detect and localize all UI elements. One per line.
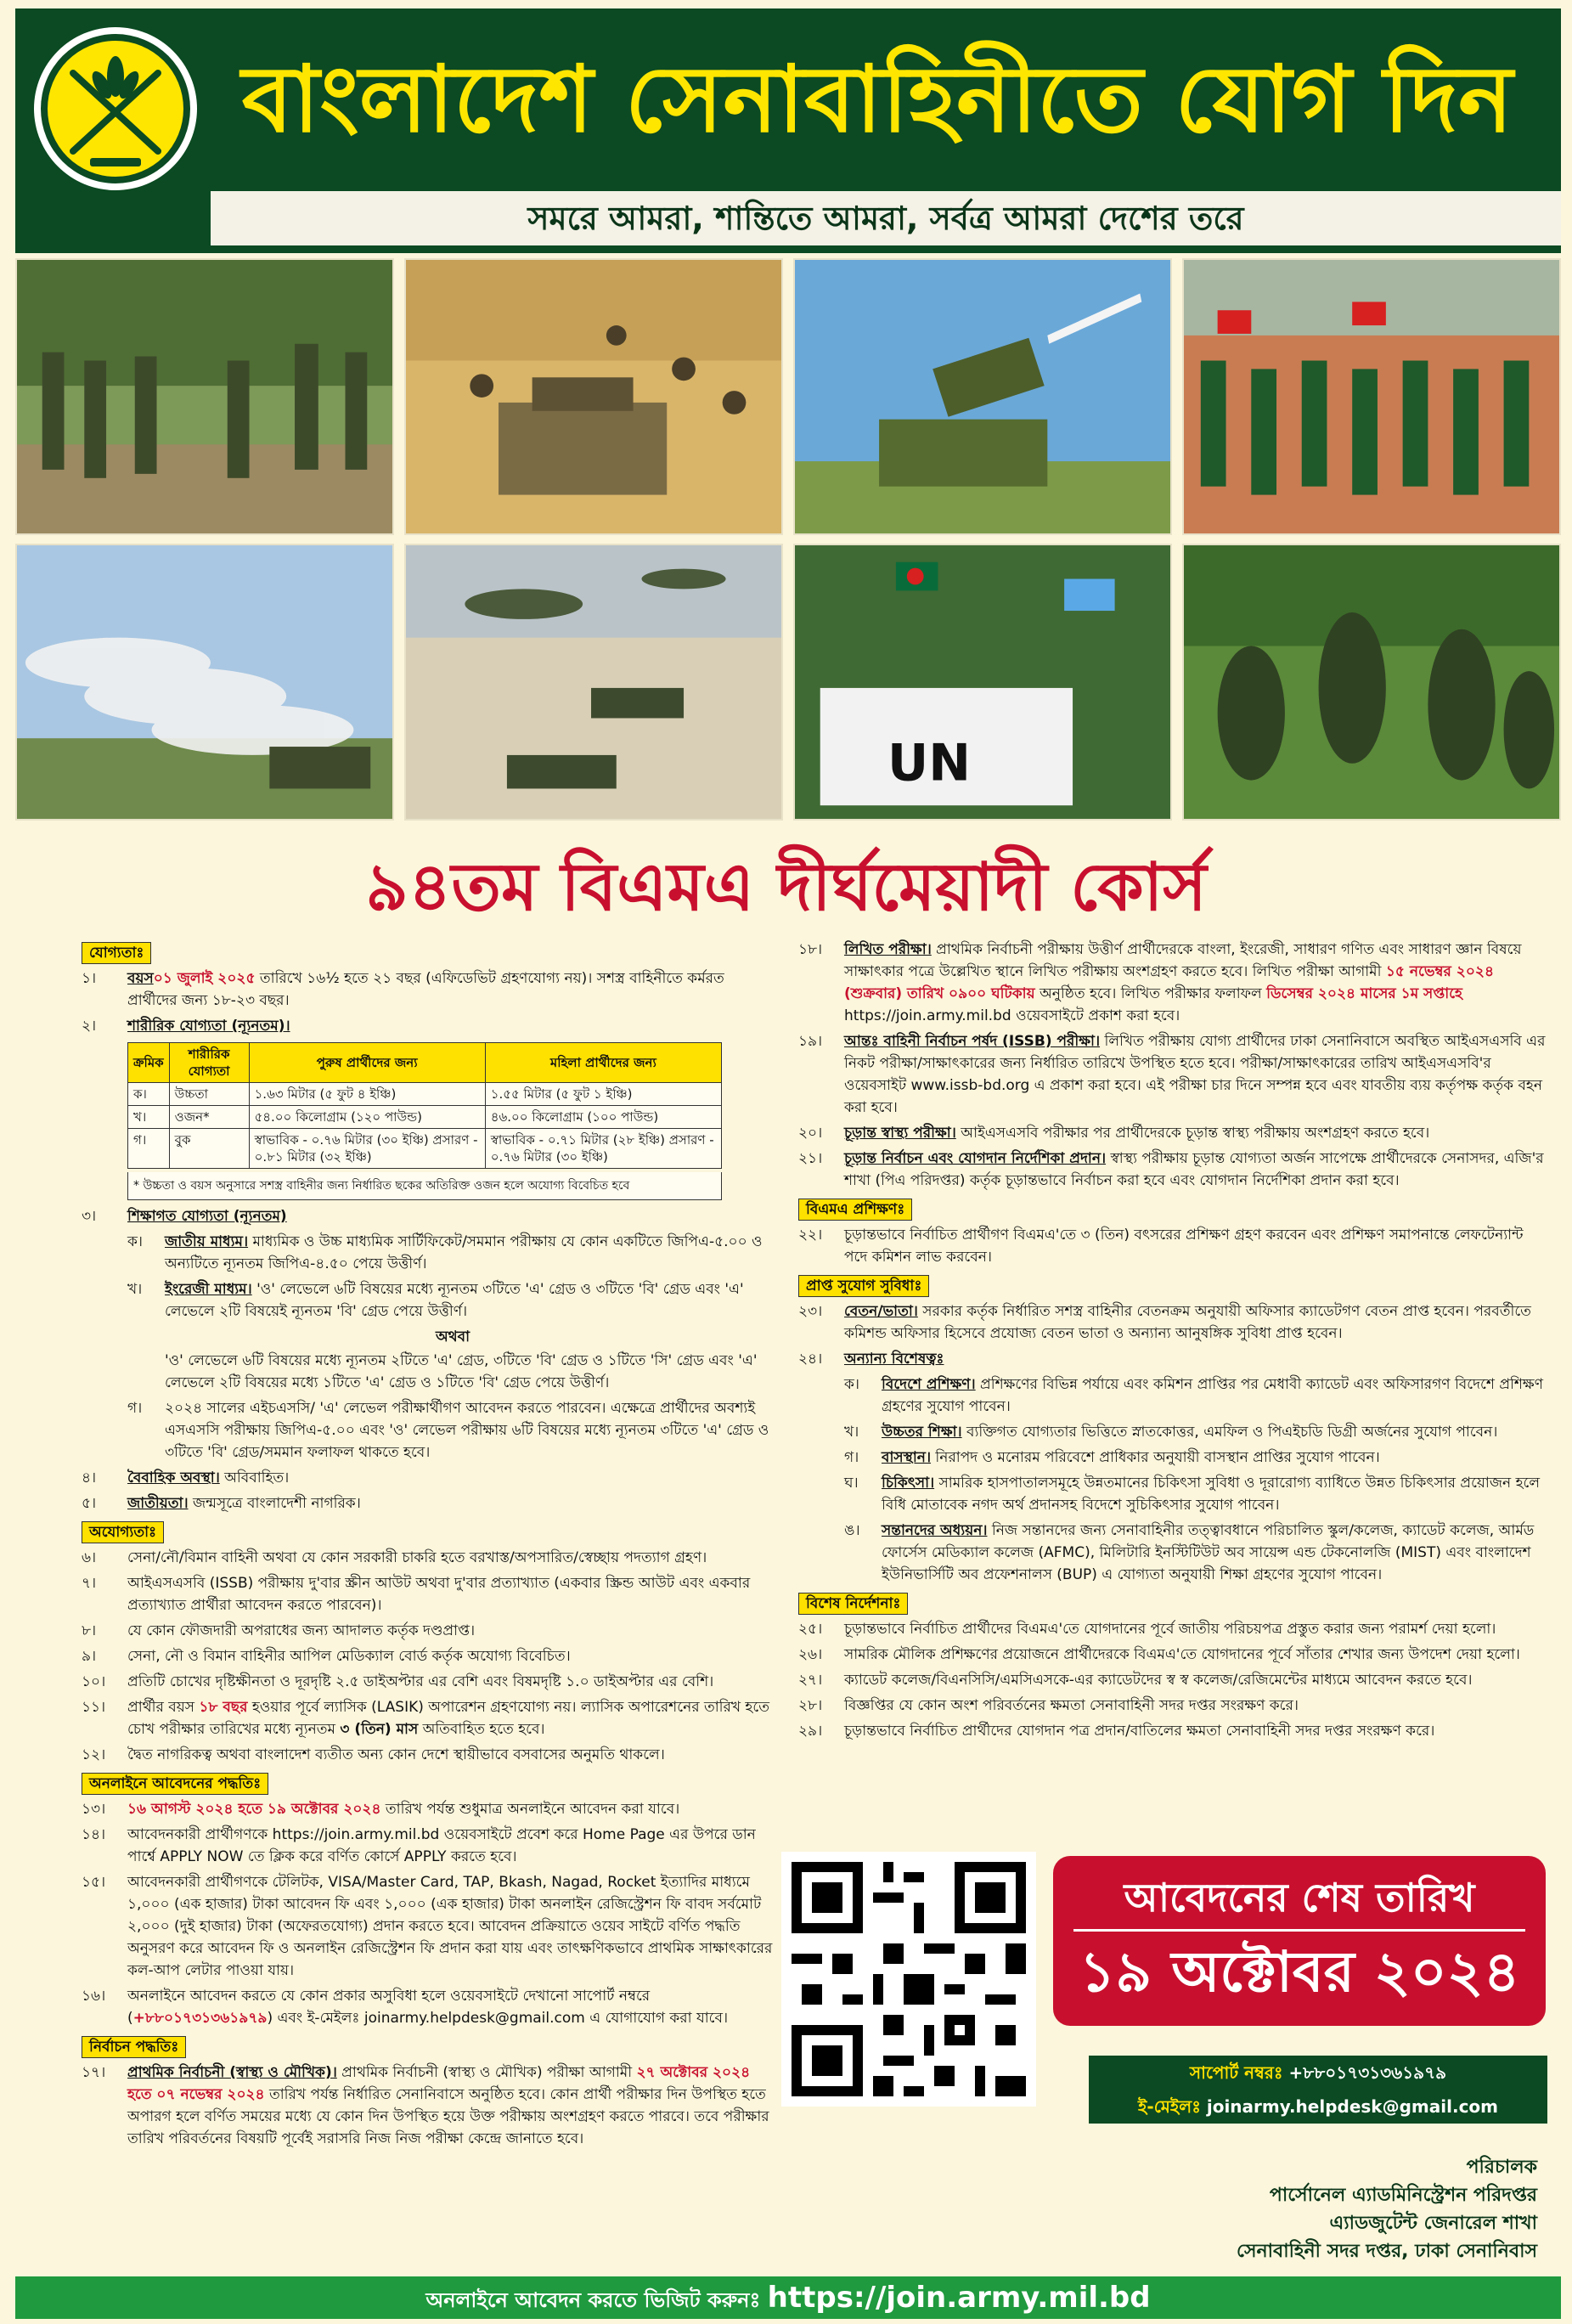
item-24d: ঘ। চিকিৎসা। সামরিক হাসপাতালসমূহে উন্নতমানের চিকিৎসা সুবিধা ও দূরারোগ্য ব্যাধিতে উন্নত চিকিৎসার প্রয়োজন হলে বিধি মোতাবেক নগদ অর্থ প্রদানসহ বিদেশে সুচিকিৎসার সুযোগ পাবেন। xyxy=(844,1475,1541,1514)
item-26: ২৬। সামরিক মৌলিক প্রশিক্ষণের প্রয়োজনে প্রার্থীদেরকে বিএমএ'তে যোগদানের পূর্বে সাঁতার শেখার জন্য উপদেশ দেয়া হলো। xyxy=(798,1646,1520,1663)
deadline-date: ১৯ অক্টোবর ২০২৪ xyxy=(1073,1929,1525,2013)
signature-block: পরিচালক পার্সোনেল এ্যাডমিনিস্ট্রেশন পরিদপ্তর এ্যাডজুটেন্ট জেনারেল শাখা সেনাবাহিনী সদর দপ্তর, ঢাকা সেনানিবাস xyxy=(1237,2157,1537,2262)
table-note: * উচ্চতা ও বয়স অনুসারে সশস্ত্র বাহিনীর জন্য নির্ধারিত ছকের অতিরিক্ত ওজন হলে অযোগ্য বিবেচিত হবে xyxy=(127,1172,722,1200)
section-special-instructions: বিশেষ নির্দেশনাঃ xyxy=(798,1593,908,1615)
item-23: ২৩। বেতন/ভাতা। সরকার কর্তৃক নির্ধারিত সশস্ত্র বাহিনীর বেতনক্রম অনুযায়ী অফিসার ক্যাডেটগণ বেতন প্রাপ্ত হবেন। পরবর্তীতে কমিশন্ড অফিসার হিসেবে প্রযোজ্য বেতন ভাতা ও অন্যান্য আনুষঙ্গিক সুবিধা প্রাপ্ত হবেন। xyxy=(798,1303,1531,1342)
deadline-banner xyxy=(1053,1856,1546,2026)
item-marital: ৪। বৈবাহিক অবস্থা। অবিবাহিত। xyxy=(82,1469,290,1486)
item-7: ৭। আইএসএসবি (ISSB) পরীক্ষায় দু'বার স্ক্রীন আউট অথবা দু'বার প্রত্যাখ্যাত (একবার স্ক্রিন্ড আউট এবং একবার প্রত্যাখ্যাত প্রার্থীরা আবেদন করতে পারবেন)। xyxy=(82,1575,751,1614)
item-education-hsc: গ। ২০২৪ সালের এইচএসসি/ 'এ' লেভেল পরীক্ষার্থীগণ আবেদন করতে পারবেন। এক্ষেত্রে প্রার্থীদের অবশ্যই এসএসসি পরীক্ষায় জিপিএ-৫.০০ এবং 'ও' লেভেল পরীক্ষায় ৬টি বিষয়ের মধ্যে ন্যূনতম ৩টিতে 'এ' গ্রেড ও ৩টিতে 'বি' গ্রেড/সমমান ফলাফল থাকতে হবে। xyxy=(127,1400,769,1461)
support-phone-row: সাপোর্ট নম্বরঃ +৮৮০১৭৩১৩৬১৯৭৯ xyxy=(1189,2062,1447,2083)
item-11: ১১। প্রার্থীর বয়স ১৮ বছর হওয়ার পূর্বে ল্যাসিক (LASIK) অপারেশন গ্রহণযোগ্য নয়। ল্যাসিক অপারেশনের তারিখ হতে চোখ পরীক্ষার তারিখের মধ্যে ন্যূনতম ৩ (তিন) মাস অতিবাহিত হতে হবে। xyxy=(82,1699,769,1738)
item-12: ১২। দ্বৈত নাগরিকত্ব অথবা বাংলাদেশ ব্যতীত অন্য কোন দেশে স্থায়ীভাবে বসবাসের অনুমতি থাকলে। xyxy=(82,1746,665,1763)
photo-grid xyxy=(15,258,1561,821)
item-17: ১৭। প্রাথমিক নির্বাচনী (স্বাস্থ্য ও মৌখিক)। প্রাথমিক নির্বাচনী (স্বাস্থ্য ও মৌখিক) পরীক্ষা আগামী ২৭ অক্টোবর ২০২৪ হতে ০৭ নভেম্বর ২০২৪ তারিখ পর্যন্ত নির্ধারিত সেনানিবাসে অনুষ্ঠিত হবে। কোন প্রার্থী পরীক্ষার দিন উপস্থিত হতে অপারগ হলে বর্ণিত সময়ের মধ্যে যে কোন দিন উপস্থিত হয়ে উক্ত পরীক্ষায় অংশগ্রহণ করতে পারবে। তবে পরীক্ষার তারিখ পরিবর্তনের বিষয়টি পূর্বেই সরাসরি নিজ নিজ পরীক্ষা কেন্দ্রে জানাতে হবে। xyxy=(82,2064,769,2147)
photo-parade xyxy=(1182,258,1561,535)
item-25: ২৫। চূড়ান্তভাবে নির্বাচিত প্রার্থীদের বিএমএ'তে যোগদানের পূর্বে জাতীয় পরিচয়পত্র প্রস্তুত করার জন্য পরামর্শ দেয়া হলো। xyxy=(798,1621,1496,1638)
item-27: ২৭। ক্যাডেট কলেজ/বিএনসিসি/এমসিএসকে-এর ক্যাডেটদের স্ব স্ব কলেজ/রেজিমেন্টের মাধ্যমে আবেদন করতে হবে। xyxy=(798,1672,1473,1689)
support-email-row: ই-মেইলঃ joinarmy.helpdesk@gmail.com xyxy=(1137,2096,1499,2117)
table-row: খ। ওজন* ৫৪.০০ কিলোগ্রাম (১২০ পাউন্ড) ৪৬.০০ কিলোগ্রাম (১০০ পাউন্ড) xyxy=(128,1106,722,1129)
item-age: ১। বয়স০১ জুলাই ২০২৫ তারিখে ১৬½ হতে ২১ বছর (এফিডেভিট গ্রহণযোগ্য নয়)। সশস্ত্র বাহিনীতে কর্মরত প্রার্থীদের জন্য ১৮-২৩ বছর। xyxy=(82,970,724,1009)
footer-bar xyxy=(15,2276,1561,2319)
deadline-label: আবেদনের শেষ তারিখ xyxy=(1124,1875,1475,1921)
motto-bar xyxy=(211,191,1561,245)
item-24b: খ। উচ্চতর শিক্ষা। ব্যক্তিগত যোগ্যতার ভিত্তিতে স্নাতকোত্তর, এমফিল ও পিএইচডি ডিগ্রী অর্জনের সুযোগ পাবেন। xyxy=(844,1424,1498,1441)
table-row: গ। বুক স্বাভাবিক - ০.৭৬ মিটার (৩০ ইঞ্চি) প্রসারণ - ০.৮১ মিটার (৩২ ইঞ্চি) স্বাভাবিক - ০.৭১ মিটার (২৮ ইঞ্চি) প্রসারণ - ০.৭৬ মিটার (৩০ ইঞ্চি) xyxy=(128,1129,722,1169)
item-29: ২৯। চূড়ান্তভাবে নির্বাচিত প্রার্থীদের যোগদান পত্র প্রদান/বাতিলের ক্ষমতা সেনাবাহিনী সদর দপ্তর সংরক্ষণ করে। xyxy=(798,1723,1435,1740)
item-nationality: ৫। জাতীয়তা। জন্মসূত্রে বাংলাদেশী নাগরিক। xyxy=(82,1495,361,1512)
section-eligibility: যোগ্যতাঃ xyxy=(82,942,151,964)
item-13: ১৩। ১৬ আগস্ট ২০২৪ হতে ১৯ অক্টোবর ২০২৪ তারিখ পর্যন্ত শুধুমাত্র অনলাইনে আবেদন করা যাবে। xyxy=(82,1801,680,1818)
table-header: ক্রমিক xyxy=(128,1043,170,1083)
table-row: ক। উচ্চতা ১.৬৩ মিটার (৫ ফুট ৪ ইঞ্চি) ১.৫৫ মিটার (৫ ফুট ১ ইঞ্চি) xyxy=(128,1083,722,1106)
or-label: অথবা xyxy=(435,1328,470,1345)
section-selection: নির্বাচন পদ্ধতিঃ xyxy=(82,2036,186,2058)
item-15: ১৫। আবেদনকারী প্রার্থীগণকে টেলিটক, VISA/Master Card, TAP, Bkash, Nagad, Rocket ইত্যাদির মাধ্যমে ১,০০০ (এক হাজার) টাকা আবেদন ফি এবং ১,০০০ (এক হাজার) টাকা অনলাইন রেজিস্ট্রেশন ফি বাবদ সর্বমোট ২,০০০ (দুই হাজার) টাকা (অফেরতযোগ্য) প্রদান করতে হবে। আবেদন প্রক্রিয়াতে ওয়েব সাইটে বর্ণিত পদ্ধতি অনুসরণ করে আবেদন ফি ও অনলাইন রেজিস্ট্রেশন ফি প্রদান করা যায় এবং তাৎক্ষণিকভাবে প্রাথমিক সাক্ষাৎকারের কল-আপ লেটার পাওয়া যায়। xyxy=(82,1874,773,1979)
item-14: ১৪। আবেদনকারী প্রার্থীগণকে https://join.army.mil.bd ওয়েবসাইটে প্রবেশ করে Home Page এর উপরে ডান পার্শ্বে APPLY NOW তে ক্লিক করে বর্ণিত কোর্সে APPLY করতে হবে। xyxy=(82,1826,756,1865)
item-20: ২০। চূড়ান্ত স্বাস্থ্য পরীক্ষা। আইএসএসবি পরীক্ষার পর প্রার্থীদেরকে চূড়ান্ত স্বাস্থ্য পরীক্ষায় অংশগ্রহণ করতে হবে। xyxy=(798,1125,1430,1142)
item-16: ১৬। অনলাইনে আবেদন করতে যে কোন প্রকার অসুবিধা হলে ওয়েবসাইটে দেখানো সাপোর্ট নম্বরে (+৮৮০১৭৩১৩৬১৯৭৯) এবং ই-মেইলঃ joinarmy.helpdesk@gmail.com এ যোগাযোগ করা যাবে। xyxy=(82,1988,729,2027)
item-education-english-alt: 'ও' লেভেলে ৬টি বিষয়ের মধ্যে ন্যূনতম ২টিতে 'এ' গ্রেড, ৩টিতে 'বি' গ্রেড ও ১টিতে 'সি' গ্রেড এবং 'এ' লেভেলে ২টি বিষয়ের মধ্যে ১টিতে 'এ' গ্রেড ও ১টিতে 'বি' গ্রেড পেয়ে উত্তীর্ণ। xyxy=(165,1352,758,1391)
support-phone[interactable]: +৮৮০১৭৩১৩৬১৯৭৯ xyxy=(1288,2062,1447,2083)
item-24c: গ। বাসস্থান। নিরাপদ ও মনোরম পরিবেশে প্রাধিকার অনুযায়ী বাসস্থান প্রাপ্তির সুযোগ পাবেন। xyxy=(844,1449,1380,1466)
support-email[interactable]: joinarmy.helpdesk@gmail.com xyxy=(1206,2096,1499,2117)
photo-helicopter-tanks xyxy=(404,544,783,821)
page-title: বাংলাদেশ সেনাবাহিনীতে যোগ দিন xyxy=(241,46,1513,153)
photo-jungle-patrol xyxy=(1182,544,1561,821)
footer-url-link[interactable]: https://join.army.mil.bd xyxy=(767,2281,1151,2315)
item-education-english: খ। ইংরেজী মাধ্যম। 'ও' লেভেলে ৬টি বিষয়ের মধ্যে ন্যূনতম ৩টিতে 'এ' গ্রেড ও ৩টিতে 'বি' গ্রেড এবং 'এ' লেভেলে ২টি বিষয়েই ন্যূনতম 'বি' গ্রেড পেয়ে উত্তীর্ণ। xyxy=(127,1281,744,1320)
item-education: ৩। শিক্ষাগত যোগ্যতা (ন্যূনতম) xyxy=(82,1208,287,1225)
photo-rocket-barrage xyxy=(15,544,394,821)
item-9: ৯। সেনা, নৌ ও বিমান বাহিনীর আপিল মেডিক্যাল বোর্ড কর্তৃক অযোগ্য বিবেচিত। xyxy=(82,1648,571,1665)
section-ineligibility: অযোগ্যতাঃ xyxy=(82,1521,164,1543)
item-24: ২৪। অন্যান্য বিশেষত্বঃ xyxy=(798,1351,944,1368)
table-header: শারীরিক যোগ্যতা xyxy=(169,1043,249,1083)
item-physical: ২। শারীরিক যোগ্যতা (ন্যূনতম)। xyxy=(82,1018,290,1035)
item-21: ২১। চূড়ান্ত নির্বাচন এবং যোগদান নির্দেশিকা প্রদান। স্বাস্থ্য পরীক্ষায় চূড়ান্ত যোগ্যতা অর্জন সাপেক্ষে প্রার্থীদেরকে সেনাসদর, এজি'র শাখা (পিএ পরিদপ্তর) কর্তৃক চূড়ান্তভাবে নির্বাচন করা হবে এবং যোগদান নির্দেশিকা প্রদান করা হবে। xyxy=(798,1150,1544,1189)
table-header: মহিলা প্রার্থীদের জন্য xyxy=(485,1043,721,1083)
photo-soldiers-in-field xyxy=(15,258,394,535)
item-24a: ক। বিদেশে প্রশিক্ষণ। প্রশিক্ষণের বিভিন্ন পর্যায়ে এবং কমিশন প্রাপ্তির পর মেধাবী ক্যাডেট এবং অফিসারগণ বিদেশে প্রশিক্ষণ গ্রহণের সুযোগ পাবেন। xyxy=(844,1376,1543,1415)
item-education-national: ক। জাতীয় মাধ্যম। মাধ্যমিক ও উচ্চ মাধ্যমিক সার্টিফিকেট/সমমান পরীক্ষায় যে কোন একটিতে জিপিএ-৫.০০ ও অন্যটিতে ন্যূনতম জিপিএ-৪.৫০ পেয়ে উত্তীর্ণ। xyxy=(127,1233,763,1272)
item-6: ৬। সেনা/নৌ/বিমান বাহিনী অথবা যে কোন সরকারী চাকরি হতে বরখাস্ত/অপসারিত/স্বেচ্ছায় পদত্যাগ গ্রহণ। xyxy=(82,1549,707,1566)
section-benefits: প্রাপ্ত সুযোগ সুবিধাঃ xyxy=(798,1275,929,1297)
support-box xyxy=(1089,2056,1547,2124)
item-8: ৮। যে কোন ফৌজদারী অপরাধের জন্য আদালত কর্তৃক দণ্ডপ্রাপ্ত। xyxy=(82,1622,476,1639)
item-10: ১০। প্রতিটি চোখের দৃষ্টিক্ষীনতা ও দূরদৃষ্টি ২.৫ ডাইঅপ্টার এর বেশি এবং বিষমদৃষ্টি ১.০ ডাইঅপ্টার এর বেশি। xyxy=(82,1673,714,1690)
footer-text: অনলাইনে আবেদন করতে ভিজিট করুনঃ xyxy=(425,2288,768,2312)
svg-text:UN: UN xyxy=(887,733,972,793)
header-banner xyxy=(15,8,1561,253)
motto: সমরে আমরা, শান্তিতে আমরা, সর্বত্র আমরা দেশের তরে xyxy=(527,200,1244,237)
course-title: ৯৪তম বিএমএ দীর্ঘমেয়াদী কোর্স xyxy=(365,849,1207,926)
table-header: পুরুষ প্রার্থীদের জন্য xyxy=(249,1043,485,1083)
item-19: ১৯। আন্তঃ বাহিনী নির্বাচন পর্ষদ (ISSB) পরীক্ষা। লিখিত পরীক্ষায় যোগ্য প্রার্থীদের ঢাকা সেনানিবাসে অবস্থিত আইএসএসবি এর নিকট পরীক্ষা/সাক্ষাৎকারের জন্য নির্ধারিত তারিখে উপস্থিত হতে হবে। পরীক্ষা/সাক্ষাৎকারের তারিখ আইএসএসবি'র ওয়েবসাইট www.issb-bd.org এ প্রকাশ করা হবে। এই পরীক্ষা চার দিনে সম্পন্ন হবে এবং যাবতীয় ব্যয় কর্তৃপক্ষ কর্তৃক বহন করা হবে। xyxy=(798,1033,1546,1116)
item-28: ২৮। বিজ্ঞপ্তির যে কোন অংশ পরিবর্তনের ক্ষমতা সেনাবাহিনী সদর দপ্তর সংরক্ষণ করে। xyxy=(798,1697,1299,1714)
photo-missile-launcher xyxy=(793,258,1172,535)
item-24e: ঙ। সন্তানদের অধ্যয়ন। নিজ সন্তানদের জন্য সেনাবাহিনীর তত্ত্বাবধানে পরিচালিত স্কুল/কলেজ, ক্যাডেট কলেজ, আর্মড ফোর্সেস মেডিক্যাল কলেজ (AFMC), মিলিটারি ইনস্টিটিউট অব সায়েন্স এন্ড টেকনোলজি (MIST) এবং বাংলাদেশ ইউনিভার্সিটি অব প্রফেশনালস (BUP) এ যোগ্যতা অনুযায়ী শিক্ষা গ্রহণের সুযোগ পাবেন। xyxy=(844,1522,1535,1583)
army-emblem-icon xyxy=(31,24,200,194)
age-ref-date: ০১ জুলাই ২০২৫ xyxy=(153,970,256,987)
physical-requirements-table xyxy=(127,1042,722,1169)
item-18: ১৮। লিখিত পরীক্ষা। প্রাথমিক নির্বাচনী পরীক্ষায় উত্তীর্ণ প্রার্থীদেরকে বাংলা, ইংরেজী, সাধারণ গণিত এবং সাধারণ জ্ঞান বিষয়ে সাক্ষাৎকার পত্রে উল্লেখিত স্থানে লিখিত পরীক্ষায় অংশগ্রহণ করতে হবে। লিখিত পরীক্ষা আগামী ১৫ নভেম্বর ২০২৪ (শুক্রবার) তারিখ ০৯০০ ঘটিকায় অনুষ্ঠিত হবে। লিখিত পরীক্ষার ফলাফল ডিসেম্বর ২০২৪ মাসের ১ম সপ্তাহে https://join.army.mil.bd ওয়েবসাইটে প্রকাশ করা হবে। xyxy=(798,941,1522,1024)
left-column xyxy=(82,939,778,2238)
section-bma-training: বিএমএ প্রশিক্ষণঃ xyxy=(798,1199,912,1221)
qr-code-icon[interactable] xyxy=(781,1852,1036,2107)
item-22: ২২। চূড়ান্তভাবে নির্বাচিত প্রার্থীগণ বিএমএ'তে ৩ (তিন) বৎসরের প্রশিক্ষণ গ্রহণ করবেন এবং প্রশিক্ষণ সমাপনান্তে লেফটেন্যান্ট পদে কমিশন লাভ করবেন। xyxy=(798,1227,1524,1266)
photo-armored-vehicle-assault xyxy=(404,258,783,535)
section-online-apply: অনলাইনে আবেদনের পদ্ধতিঃ xyxy=(82,1773,268,1795)
photo-un-peacekeepers xyxy=(793,544,1172,821)
right-column xyxy=(798,939,1546,1839)
